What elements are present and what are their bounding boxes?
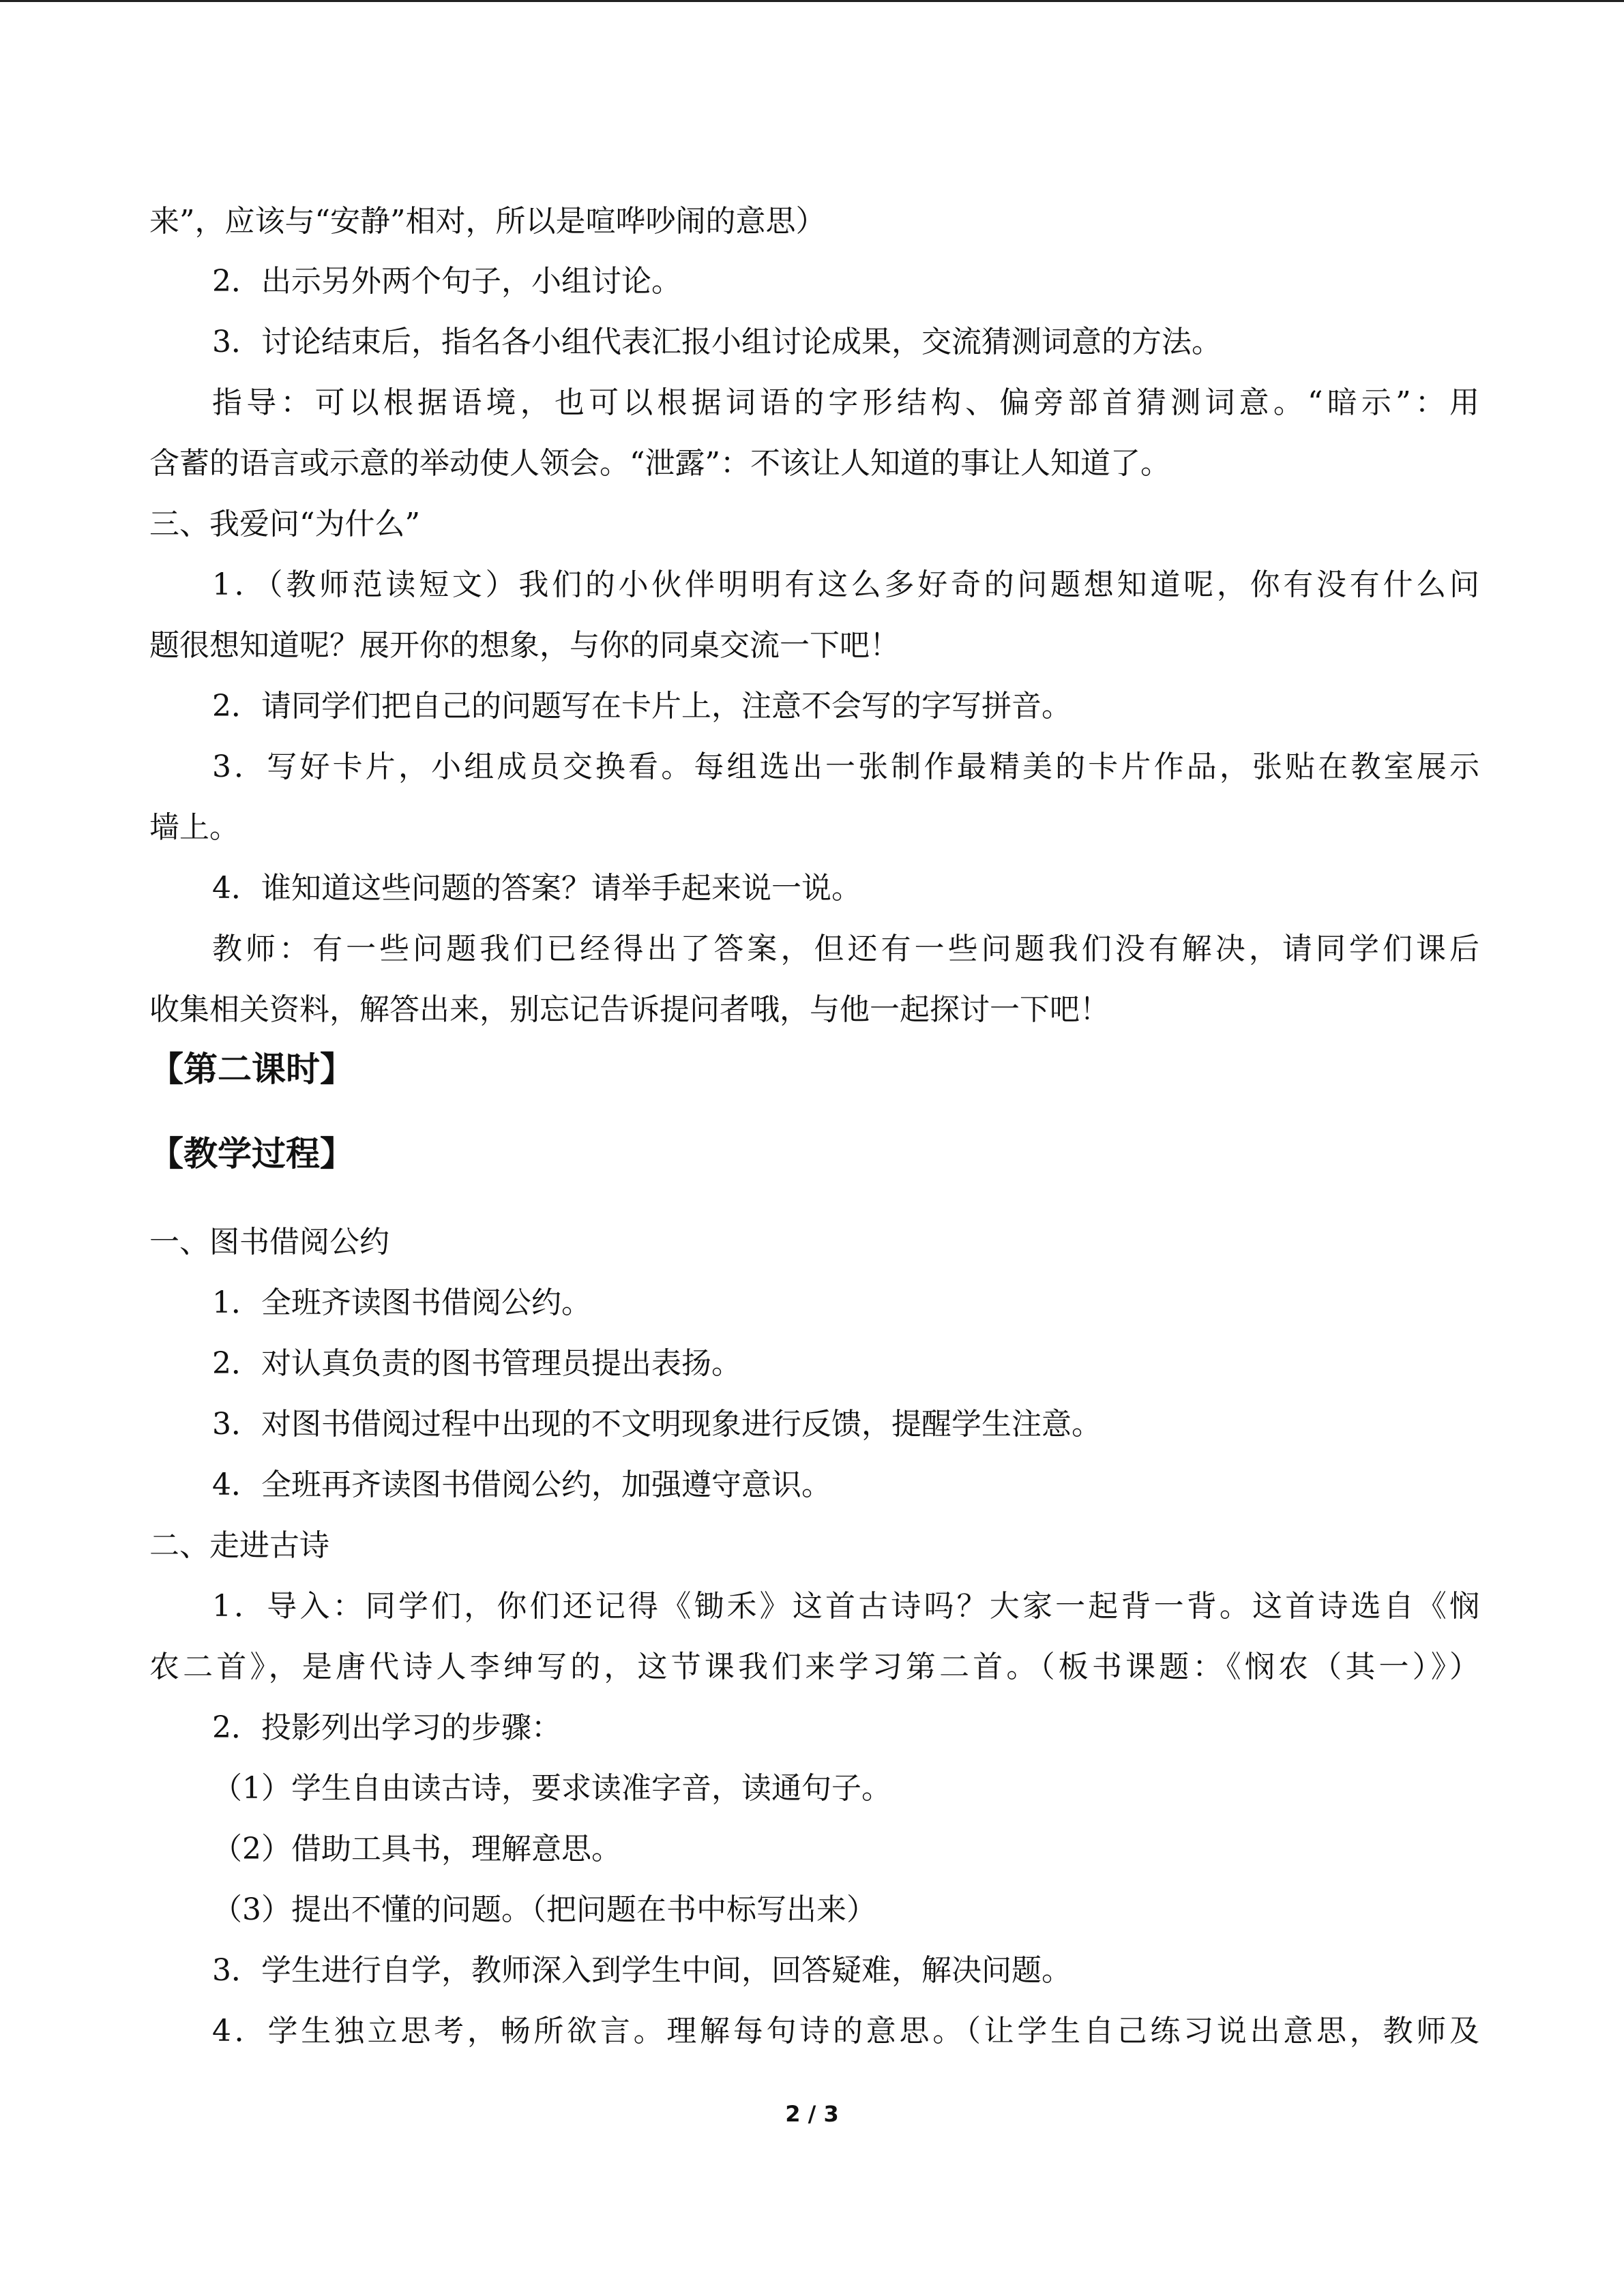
step-item: 2．出示另外两个句子，小组讨论。 bbox=[212, 264, 681, 299]
step-item: 1．导入：同学们，你们还记得《锄禾》这首古诗吗？大家一起背一背。这首诗选自《悯 bbox=[212, 1589, 1479, 1624]
teacher-paragraph-cont: 收集相关资料，解答出来，别忘记告诉提问者哦，与他一起探讨一下吧！ bbox=[149, 992, 1110, 1027]
step-item: 1．（教师范读短文）我们的小伙伴明明有这么多好奇的问题想知道呢，你有没有什么问 bbox=[212, 567, 1479, 602]
step-item-cont: 墙上。 bbox=[149, 810, 239, 845]
step-item: 2．投影列出学习的步骤： bbox=[212, 1710, 561, 1745]
sub-step-item: （3）提出不懂的问题。（把问题在书中标写出来） bbox=[212, 1892, 876, 1927]
paragraph-continuation: 来”，应该与“安静”相对，所以是喧哗吵闹的意思） bbox=[149, 204, 826, 239]
step-item: 3．学生进行自学，教师深入到学生中间，回答疑难，解决问题。 bbox=[212, 1953, 1072, 1988]
step-item: 2．对认真负责的图书管理员提出表扬。 bbox=[212, 1346, 741, 1381]
section-heading: 一、图书借阅公约 bbox=[149, 1225, 389, 1259]
guidance-paragraph: 指导：可以根据语境，也可以根据词语的字形结构、偏旁部首猜测词意。“暗示”：用 bbox=[212, 385, 1479, 420]
step-item: 4．学生独立思考，畅所欲言。理解每句诗的意思。（让学生自己练习说出意思，教师及 bbox=[212, 2014, 1479, 2048]
step-item: 3．讨论结束后，指名各小组代表汇报小组讨论成果，交流猜测词意的方法。 bbox=[212, 325, 1222, 359]
lesson-heading: 【第二课时】 bbox=[149, 1049, 354, 1089]
section-heading: 三、我爱问“为什么” bbox=[149, 507, 420, 541]
top-border-line bbox=[0, 0, 1624, 2]
step-item-cont: 题很想知道呢？展开你的想象，与你的同桌交流一下吧！ bbox=[149, 628, 900, 663]
section-heading: 二、走进古诗 bbox=[149, 1528, 329, 1563]
step-item: 4．全班再齐读图书借阅公约，加强遵守意识。 bbox=[212, 1467, 831, 1502]
teacher-paragraph: 教师：有一些问题我们已经得出了答案，但还有一些问题我们没有解决，请同学们课后 bbox=[212, 931, 1479, 966]
step-item-cont: 农二首》，是唐代诗人李绅写的，这节课我们来学习第二首。（板书课题：《悯农（其一）》） bbox=[149, 1650, 1479, 1684]
step-item: 3．对图书借阅过程中出现的不文明现象进行反馈，提醒学生注意。 bbox=[212, 1407, 1102, 1442]
step-item: 2．请同学们把自己的问题写在卡片上，注意不会写的字写拼音。 bbox=[212, 689, 1072, 724]
sub-step-item: （1）学生自由读古诗，要求读准字音，读通句子。 bbox=[212, 1771, 891, 1806]
guidance-paragraph-cont: 含蓄的语言或示意的举动使人领会。“泄露”：不该让人知道的事让人知道了。 bbox=[149, 446, 1170, 481]
step-item: 1．全班齐读图书借阅公约。 bbox=[212, 1285, 591, 1320]
step-item: 3．写好卡片，小组成员交换看。每组选出一张制作最精美的卡片作品，张贴在教室展示 bbox=[212, 749, 1479, 784]
step-item: 4．谁知道这些问题的答案？请举手起来说一说。 bbox=[212, 871, 861, 906]
sub-step-item: （2）借助工具书，理解意思。 bbox=[212, 1832, 621, 1866]
page-number: 2 / 3 bbox=[785, 2101, 839, 2127]
process-heading: 【教学过程】 bbox=[149, 1134, 354, 1174]
